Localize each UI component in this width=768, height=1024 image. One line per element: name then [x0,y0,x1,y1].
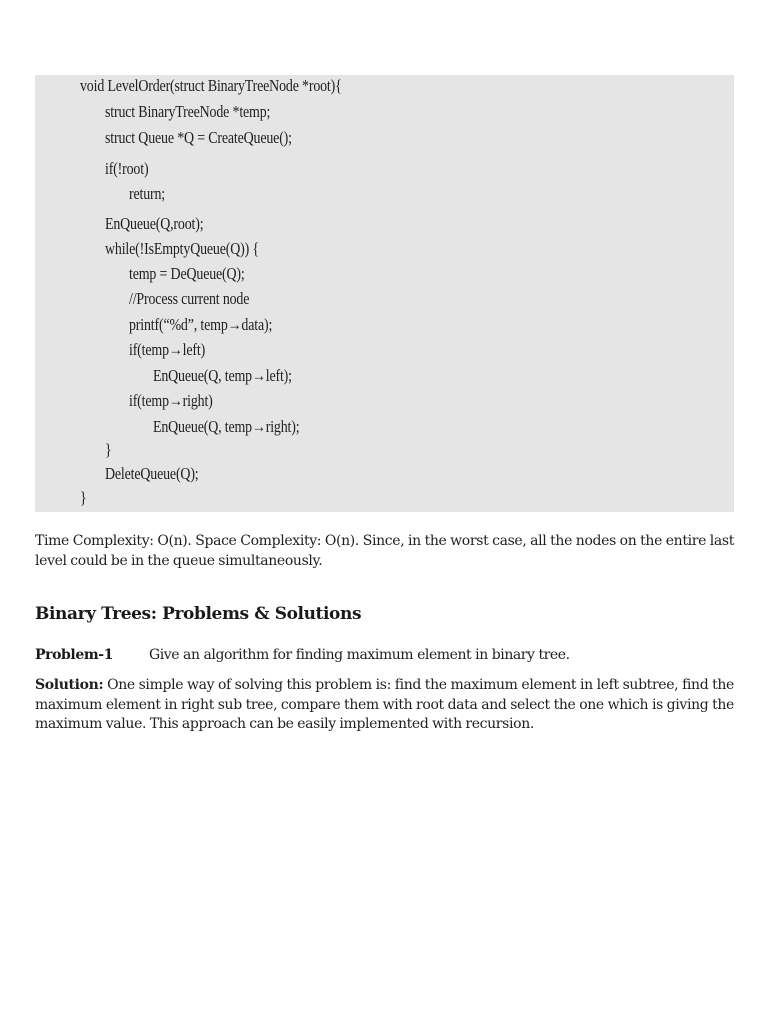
code-line: while(!IsEmptyQueue(Q)) { [105,239,259,258]
code-line: } [80,488,87,507]
code-line: EnQueue(Q, temp→right); [153,417,300,436]
problem-text: Give an algorithm for finding maximum element in binary tree. [149,647,570,663]
solution-text: One simple way of solving this problem is: find the maximum element in left subtree, find the maximum element in right sub tree, compare them with root data and select the one which is giving the maximum value. This approach can be easily implemented with recursion. [35,677,734,732]
code-line: struct Queue *Q = CreateQueue(); [105,128,292,147]
code-line: if(!root) [105,159,149,178]
section-heading: Binary Trees: Problems & Solutions [35,604,362,624]
code-line: } [105,440,112,459]
solution-paragraph [35,676,734,735]
code-line: if(temp→left) [129,340,206,359]
code-line: void LevelOrder(struct BinaryTreeNode *root){ [80,76,342,95]
code-block [35,75,734,512]
code-line: EnQueue(Q,root); [105,214,204,233]
code-line: return; [129,184,166,203]
code-line: struct BinaryTreeNode *temp; [105,102,271,121]
code-line: temp = DeQueue(Q); [129,264,245,283]
complexity-paragraph: Time Complexity: O(n). Space Complexity: O(n). Since, in the worst case, all the nodes on the entire last level could be in the queue simultaneously. [35,533,734,569]
code-line: DeleteQueue(Q); [105,464,199,483]
code-line: EnQueue(Q, temp→left); [153,366,292,385]
code-line: //Process current node [129,289,250,308]
code-line: printf(“%d”, temp→data); [129,315,273,334]
code-line: if(temp→right) [129,391,213,410]
solution-label: Solution: [35,677,104,693]
problem-label: Problem-1 [35,647,114,663]
